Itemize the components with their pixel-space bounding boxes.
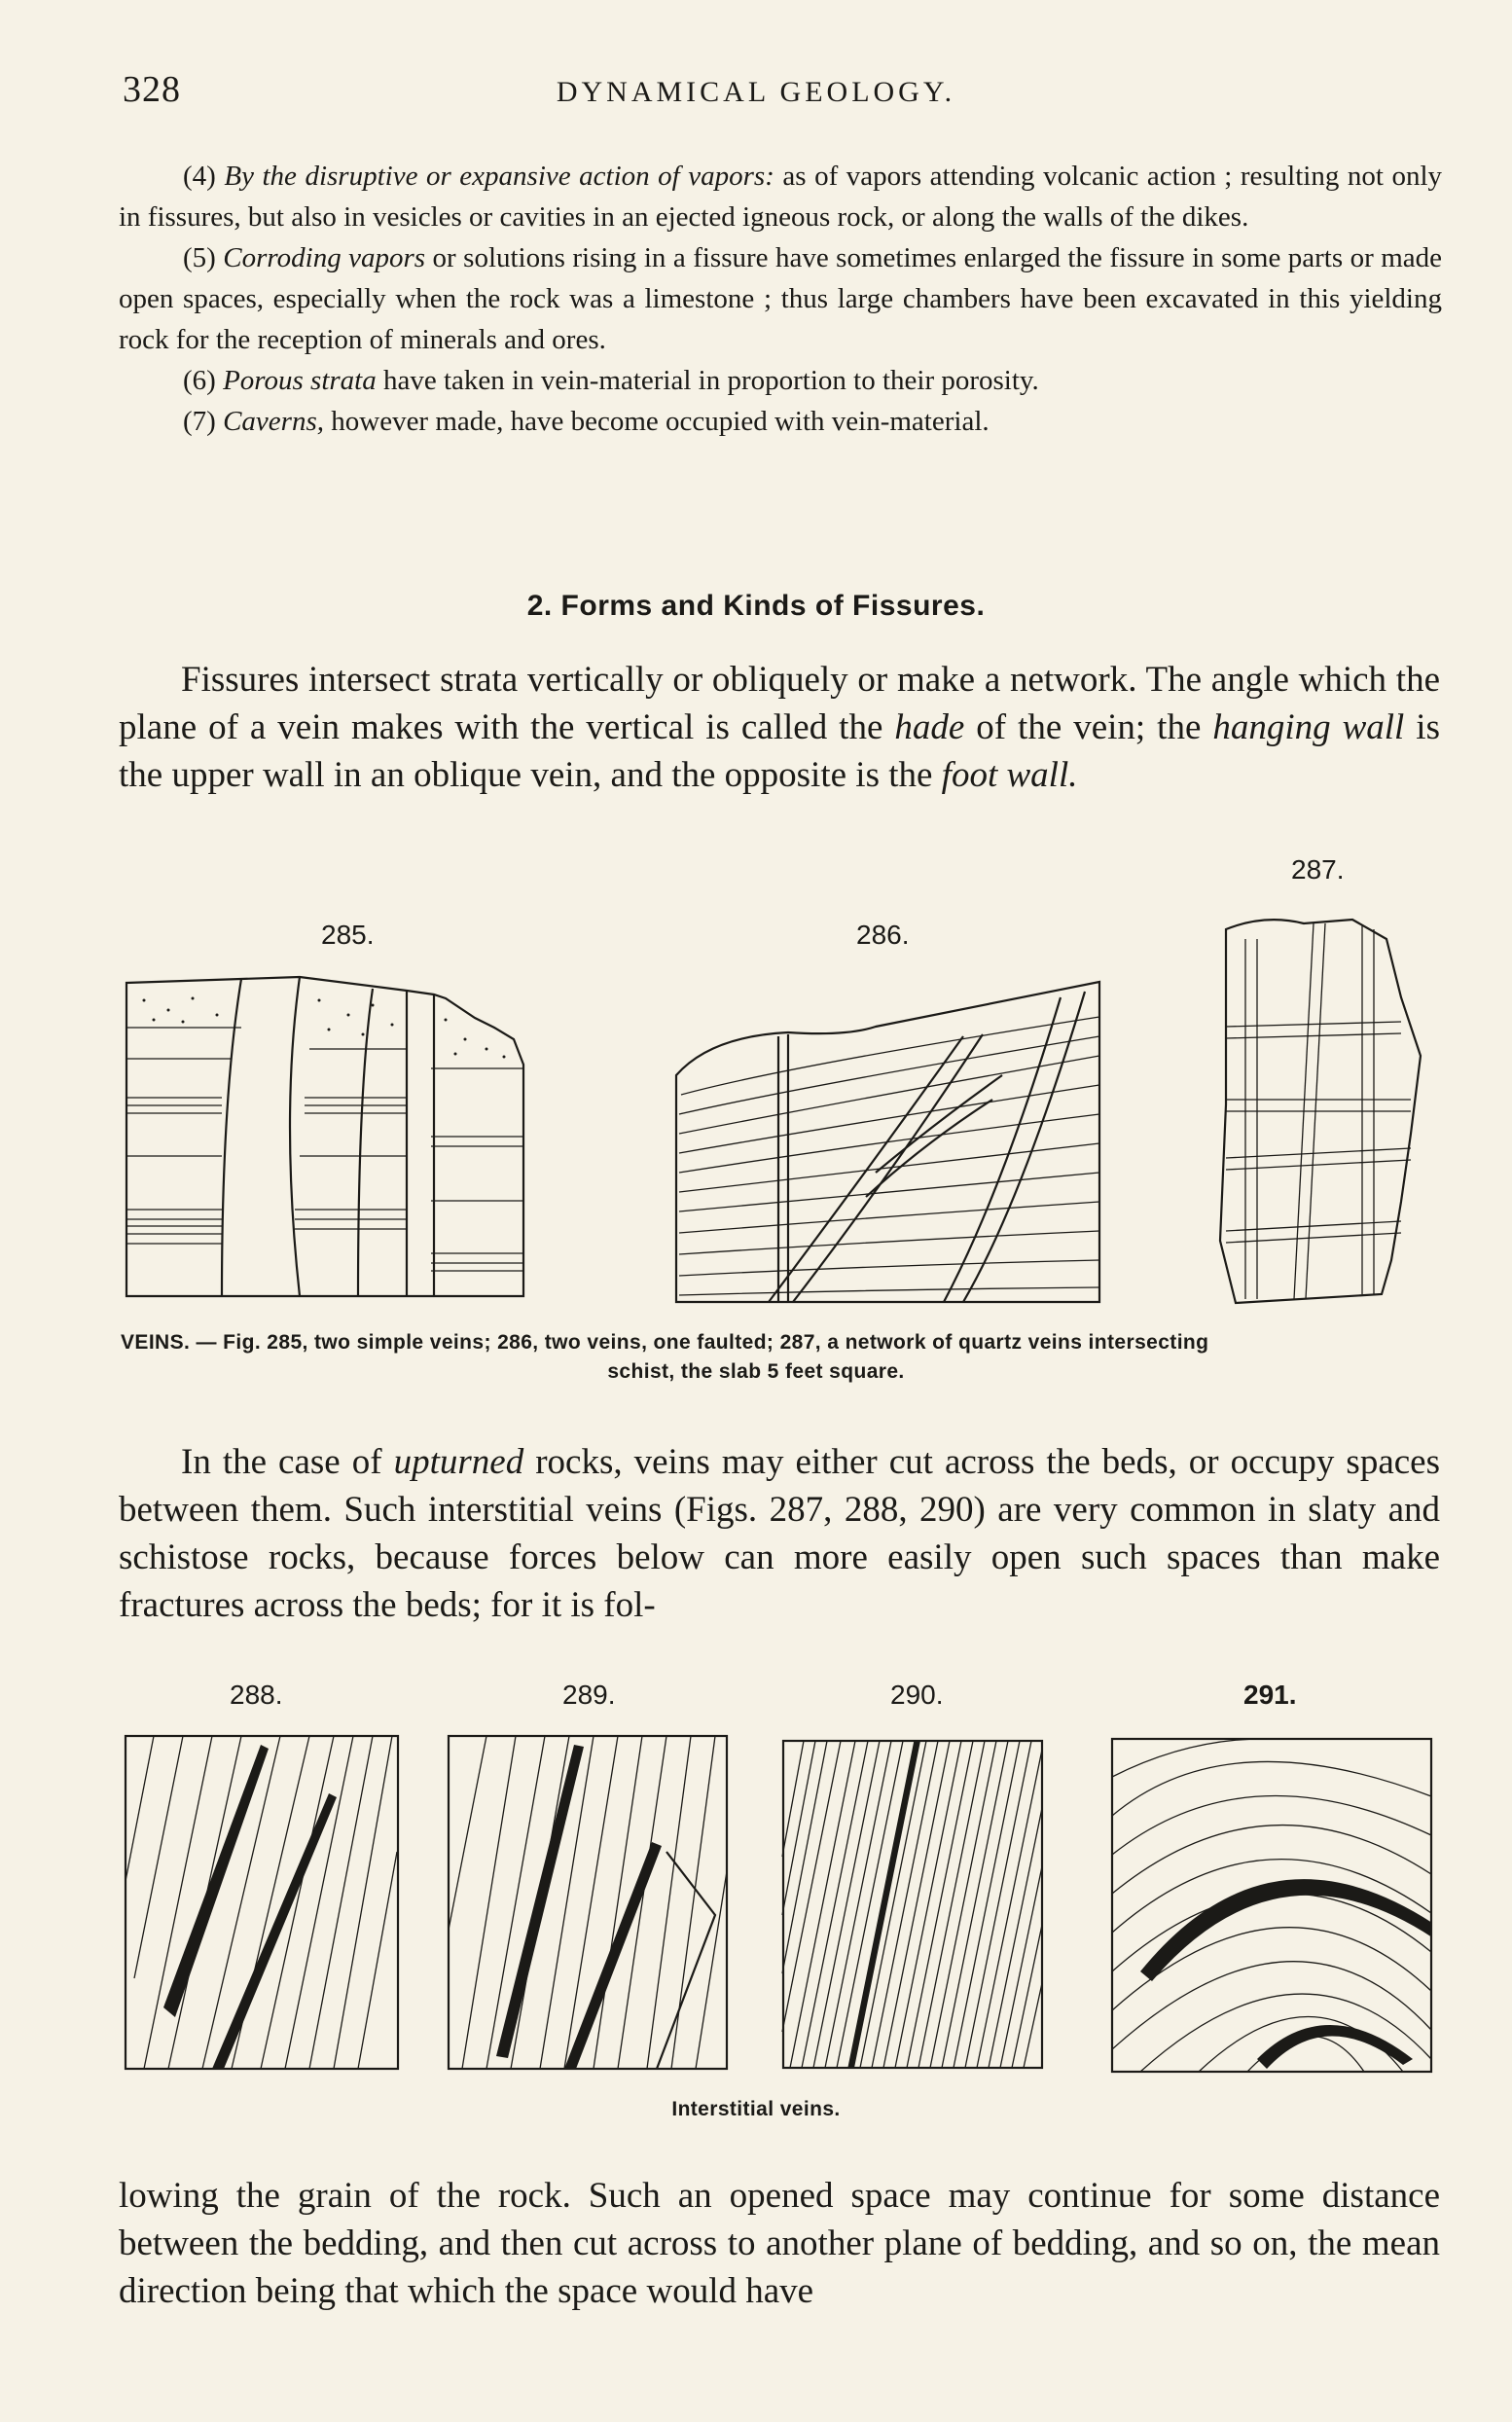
item-7-number: (7)	[183, 406, 216, 437]
paragraph-3	[119, 2172, 1440, 2315]
paragraph-2	[119, 1438, 1440, 1629]
fig-286-faulted-veins	[671, 978, 1105, 1304]
item-7-text: however made, have become occupied with vein-material.	[324, 406, 990, 437]
fig-286-number: 286.	[856, 920, 910, 950]
item-6-number: (6)	[183, 365, 216, 396]
section-heading: 2. Forms and Kinds of Fissures.	[526, 590, 986, 622]
fig-291-folded-interstitial-veins	[1111, 1738, 1434, 2075]
fig-289-interstitial-veins	[448, 1735, 732, 2072]
term-hade: hade	[894, 707, 965, 747]
p1-text-1: Fissures intersect strata vertically or obliquely or make a network. The angle which the plane of a vein makes with the vertical is called the	[119, 660, 1440, 747]
item-6-text: have taken in vein-material in proportion to their porosity.	[376, 365, 1039, 396]
item-6	[119, 360, 1442, 401]
p2-text-1: In the case of	[181, 1442, 394, 1482]
fig-288-number: 288.	[230, 1680, 283, 1710]
running-title: DYNAMICAL GEOLOGY.	[556, 76, 956, 108]
veins-caption-line-1: VEINS. — Fig. 285, two simple veins; 286, two veins, one faulted; 287, a network of quartz veins intersecting	[121, 1331, 1209, 1354]
item-4	[119, 156, 1442, 237]
item-6-title: Porous strata	[223, 365, 377, 396]
item-7-title: Caverns,	[223, 406, 324, 437]
item-5-title: Corroding vapors	[223, 242, 426, 273]
item-5-text: or solutions rising in a fissure have sometimes enlarged the fissure in some parts or made open spaces, especially when the rock was a limestone ; thus large chambers have been excavated in this yielding rock for the reception of minerals and ores.	[119, 242, 1443, 355]
fig-291-number: 291.	[1243, 1680, 1297, 1710]
page-number: 328	[123, 69, 181, 110]
p2-text-2: rocks, veins may either cut across the beds, or occupy spaces between them. Such interstitial veins (Figs. 287, 288, 290) are very common in slaty and schistose rocks, because forces below can more easily open such spaces than make fractures across the beds; for it is fol-	[119, 1442, 1441, 1625]
item-4-text: as of vapors attending volcanic action ; resulting not only in fissures, but also in vesicles or cavities in an ejected igneous rock, or along the walls of the dikes.	[119, 161, 1443, 233]
fig-290-interstitial-veins	[782, 1740, 1047, 2073]
interstitial-veins-caption: Interstitial veins.	[671, 2098, 841, 2120]
item-4-number: (4)	[183, 161, 216, 192]
term-hanging-wall: hanging wall	[1212, 707, 1405, 747]
item-4-title: By the disruptive or expansive action of vapors:	[224, 161, 774, 192]
fig-287-number: 287.	[1291, 854, 1345, 885]
fig-285-number: 285.	[321, 920, 375, 950]
fig-290-number: 290.	[890, 1680, 944, 1710]
p3-text: lowing the grain of the rock. Such an opened space may continue for some distance between the bedding, and then cut across to another plane of bedding, and so on, the mean direction being that which the space would have	[119, 2176, 1440, 2311]
term-foot-wall: foot wall.	[941, 755, 1078, 795]
paragraph-1	[119, 656, 1440, 799]
p1-text-2: of the vein; the	[964, 707, 1213, 747]
fig-289-number: 289.	[562, 1680, 616, 1710]
fig-285-two-simple-veins	[125, 971, 576, 1298]
term-upturned: upturned	[393, 1442, 524, 1482]
fig-288-interstitial-veins	[125, 1735, 403, 2072]
numbered-items	[119, 156, 1442, 442]
fig-287-quartz-vein-network	[1216, 910, 1434, 1307]
p1-text-3: is the upper wall in an oblique vein, and the opposite is the	[119, 707, 1440, 795]
veins-caption-line-2: schist, the slab 5 feet square.	[607, 1360, 905, 1383]
item-5-number: (5)	[183, 242, 216, 273]
item-7	[119, 401, 1442, 442]
item-5	[119, 237, 1442, 360]
